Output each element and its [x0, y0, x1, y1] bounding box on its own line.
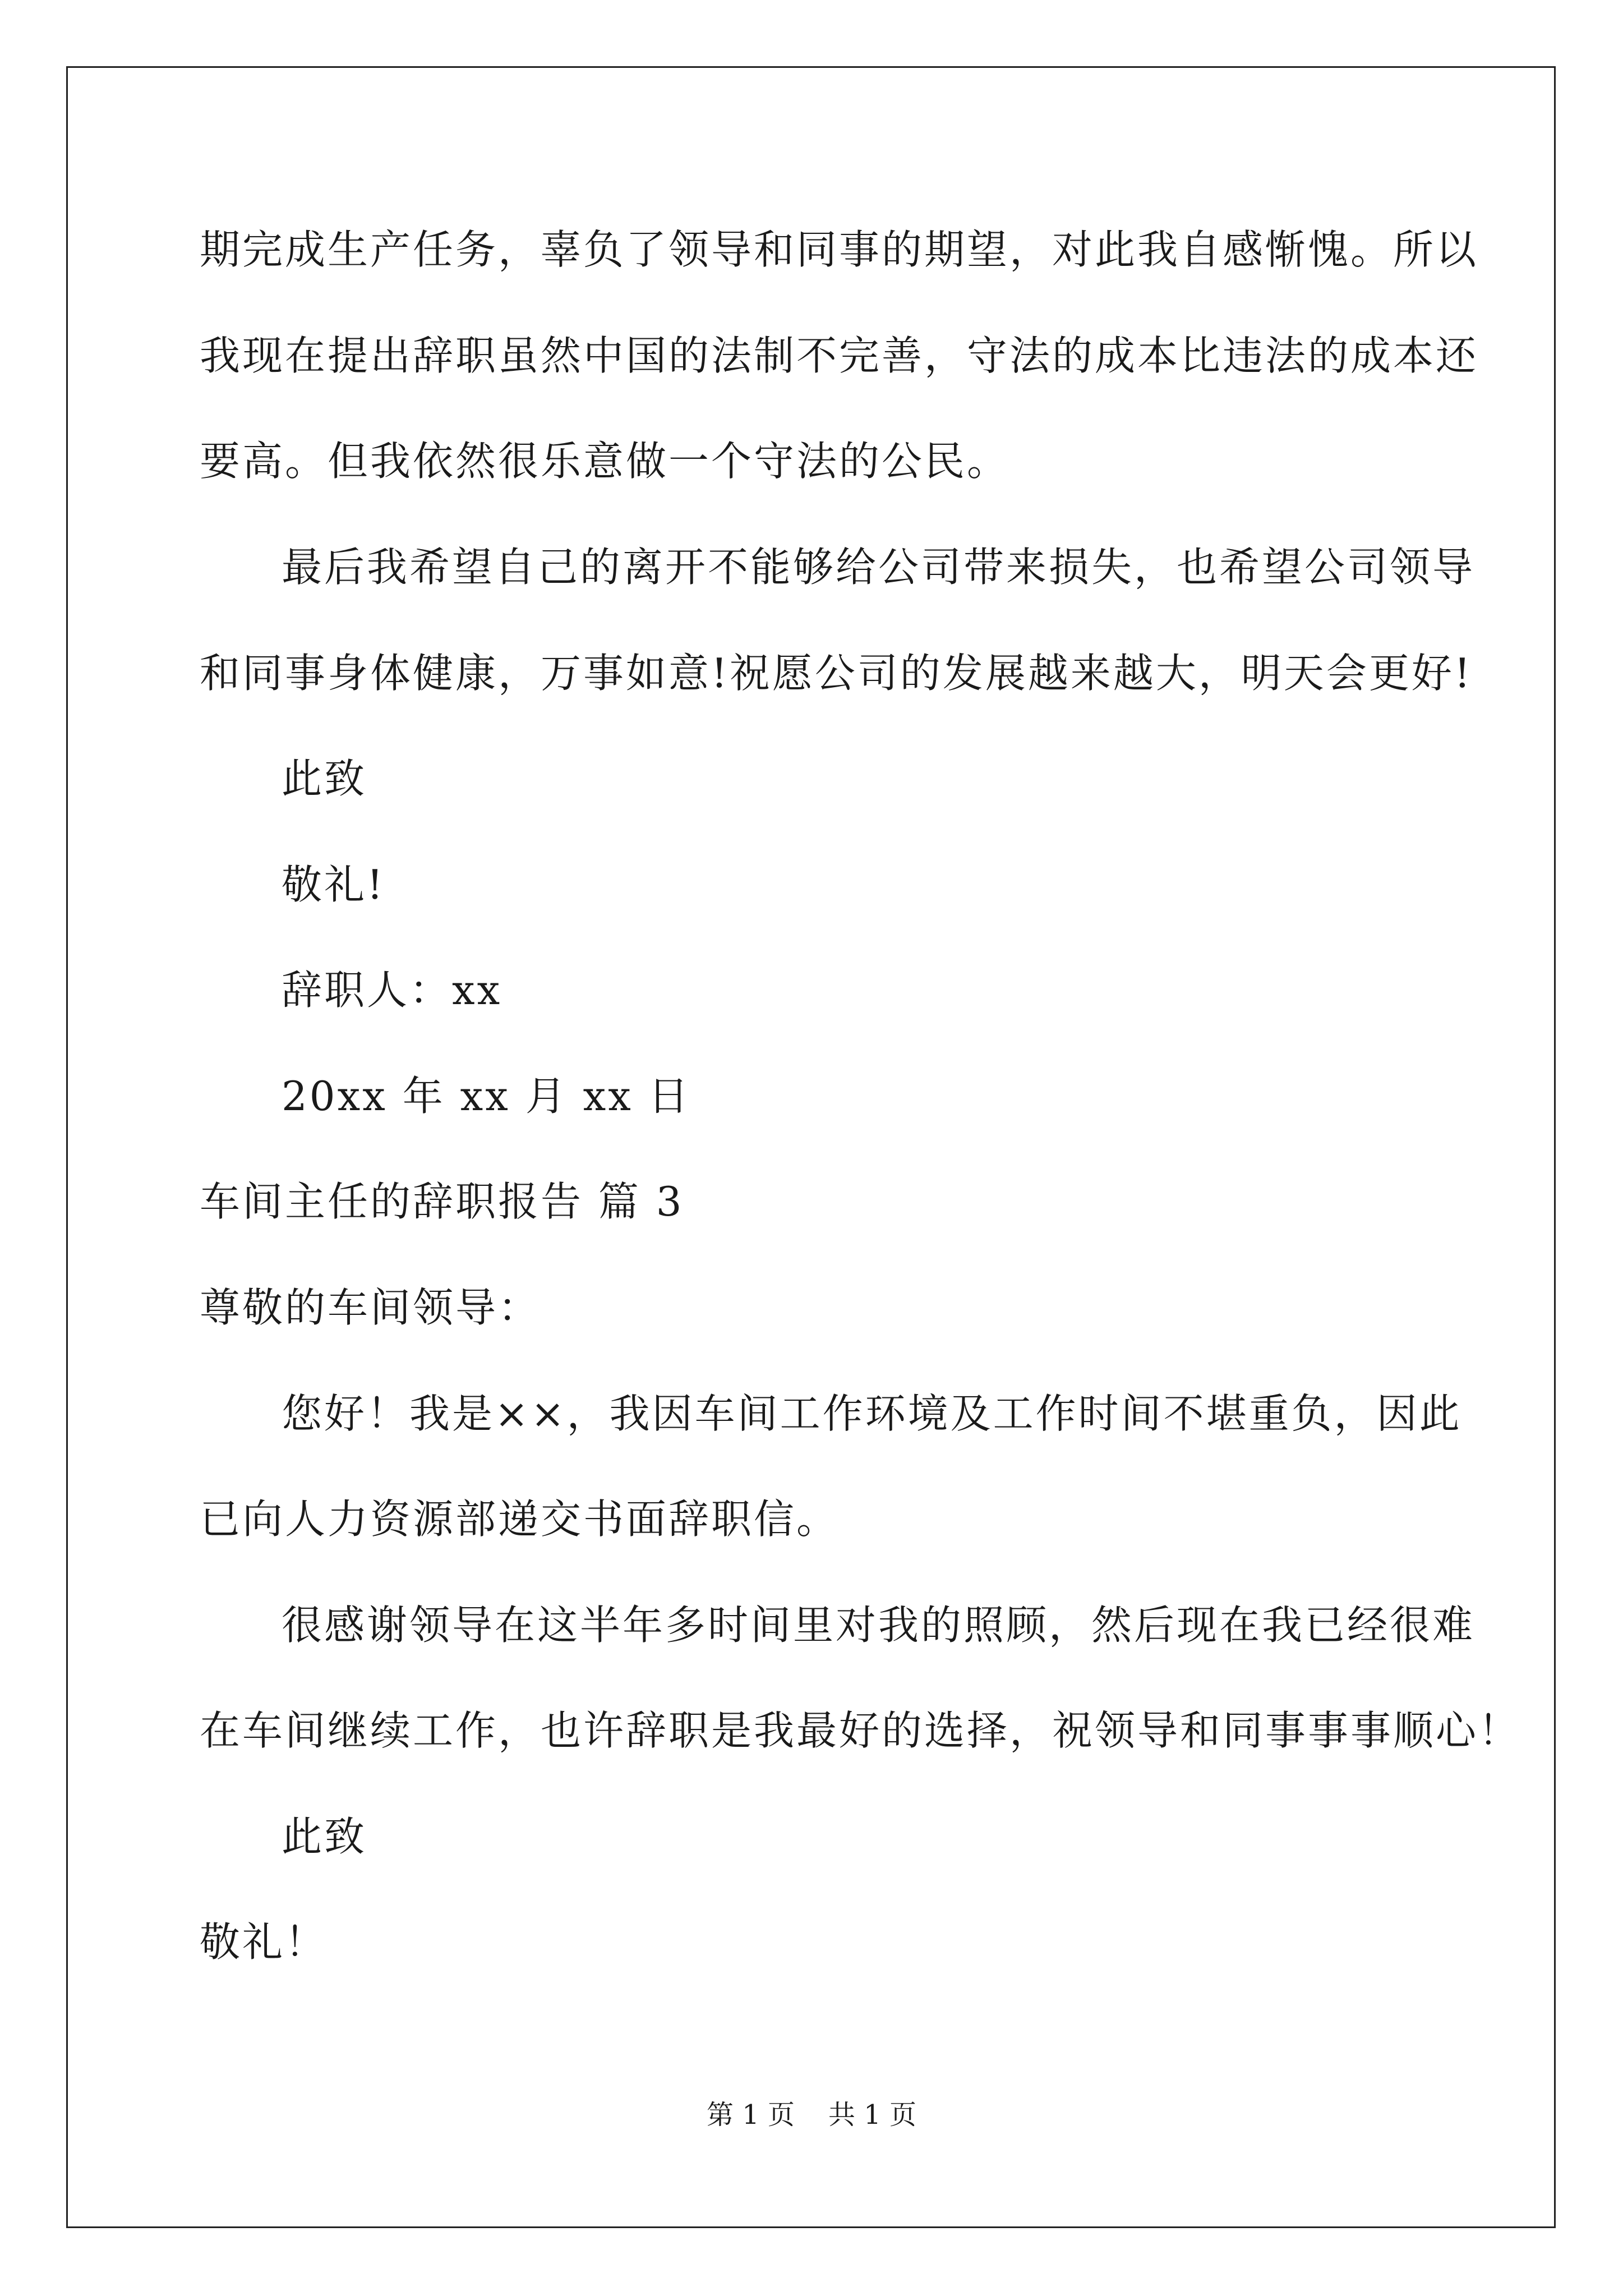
paragraph-line: 期完成生产任务，辜负了领导和同事的期望，对此我自感惭愧。所以 — [200, 226, 1479, 273]
paragraph-line: 很感谢领导在这半年多时间里对我的照顾，然后现在我已经很难 — [282, 1602, 1476, 1649]
paragraph-line: 已向人力资源部递交书面辞职信。 — [200, 1496, 840, 1543]
paragraph-line: 在车间继续工作，也许辞职是我最好的选择，祝领导和同事事事顺心！ — [200, 1707, 1521, 1754]
section-title: 车间主任的辞职报告 篇 3 — [200, 1178, 684, 1225]
paragraph-line: 我现在提出辞职虽然中国的法制不完善，守法的成本比违法的成本还 — [200, 332, 1479, 379]
page-number: 第 1 页 — [706, 2099, 795, 2131]
salutation-line: 敬礼！ — [200, 1918, 328, 1966]
page-border — [66, 66, 1556, 2228]
closing-line: 此致 — [282, 755, 367, 802]
page-total: 共 1 页 — [828, 2099, 917, 2131]
greeting-line: 尊敬的车间领导： — [200, 1284, 541, 1331]
paragraph-line: 要高。但我依然很乐意做一个守法的公民。 — [200, 438, 1010, 485]
page-footer — [0, 2098, 1623, 2132]
date-line: 20xx 年 xx 月 xx 日 — [282, 1073, 691, 1120]
paragraph-line: 您好！我是××，我因车间工作环境及工作时间不堪重负，因此 — [282, 1390, 1462, 1437]
salutation-line: 敬礼! — [282, 861, 385, 908]
closing-line: 此致 — [282, 1813, 367, 1860]
signer-line: 辞职人：xx — [282, 967, 502, 1014]
paragraph-line: 和同事身体健康，万事如意!祝愿公司的发展越来越大，明天会更好! — [200, 650, 1473, 697]
paragraph-line: 最后我希望自己的离开不能够给公司带来损失，也希望公司领导 — [282, 544, 1476, 591]
